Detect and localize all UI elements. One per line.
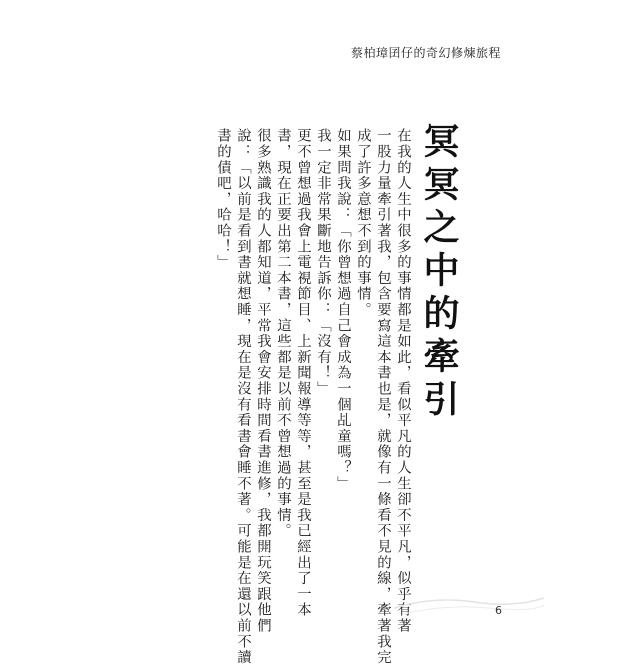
text-column-6: 更不曾想過我會上電視節目、上新聞報導等等，甚至是我已經出了一本 [295,128,311,618]
text-column-9: 說：「以前是看到書就想睡，現在是沒有看書會睡不著。可能是在還以前不讀 [235,128,251,665]
text-column-1: 在我的人生中很多的事情都是如此，看似平凡的人生卻不平凡，似乎有著 [395,128,411,634]
text-column-7: 書，現在正要出第二本書，這些都是以前不曾想過的事情。 [275,128,291,539]
text-column-3: 成了許多意想不到的事情。 [355,128,371,318]
text-column-5: 我一定非常果斷地告訴你：「沒有！」 [315,128,331,397]
page-number: 6 [495,604,502,617]
text-column-10: 書的債吧，哈哈！」 [215,128,231,271]
running-title: 蔡柏璋囝仔的奇幻修煉旅程 [351,46,502,60]
page-curl-decoration [394,588,544,618]
chapter-title: 冥冥之中的牽引 [418,122,459,423]
text-column-2: 一股力量牽引著我，包含要寫這本書也是，就像有一條看不見的線，牽著我完 [375,128,391,665]
text-column-4: 如果問我說：「你曾想過自己會成為一個乩童嗎？」 [335,128,351,492]
text-column-8: 很多熟識我的人都知道，平常我會安排時間看書進修，我都開玩笑跟他們 [255,128,271,634]
